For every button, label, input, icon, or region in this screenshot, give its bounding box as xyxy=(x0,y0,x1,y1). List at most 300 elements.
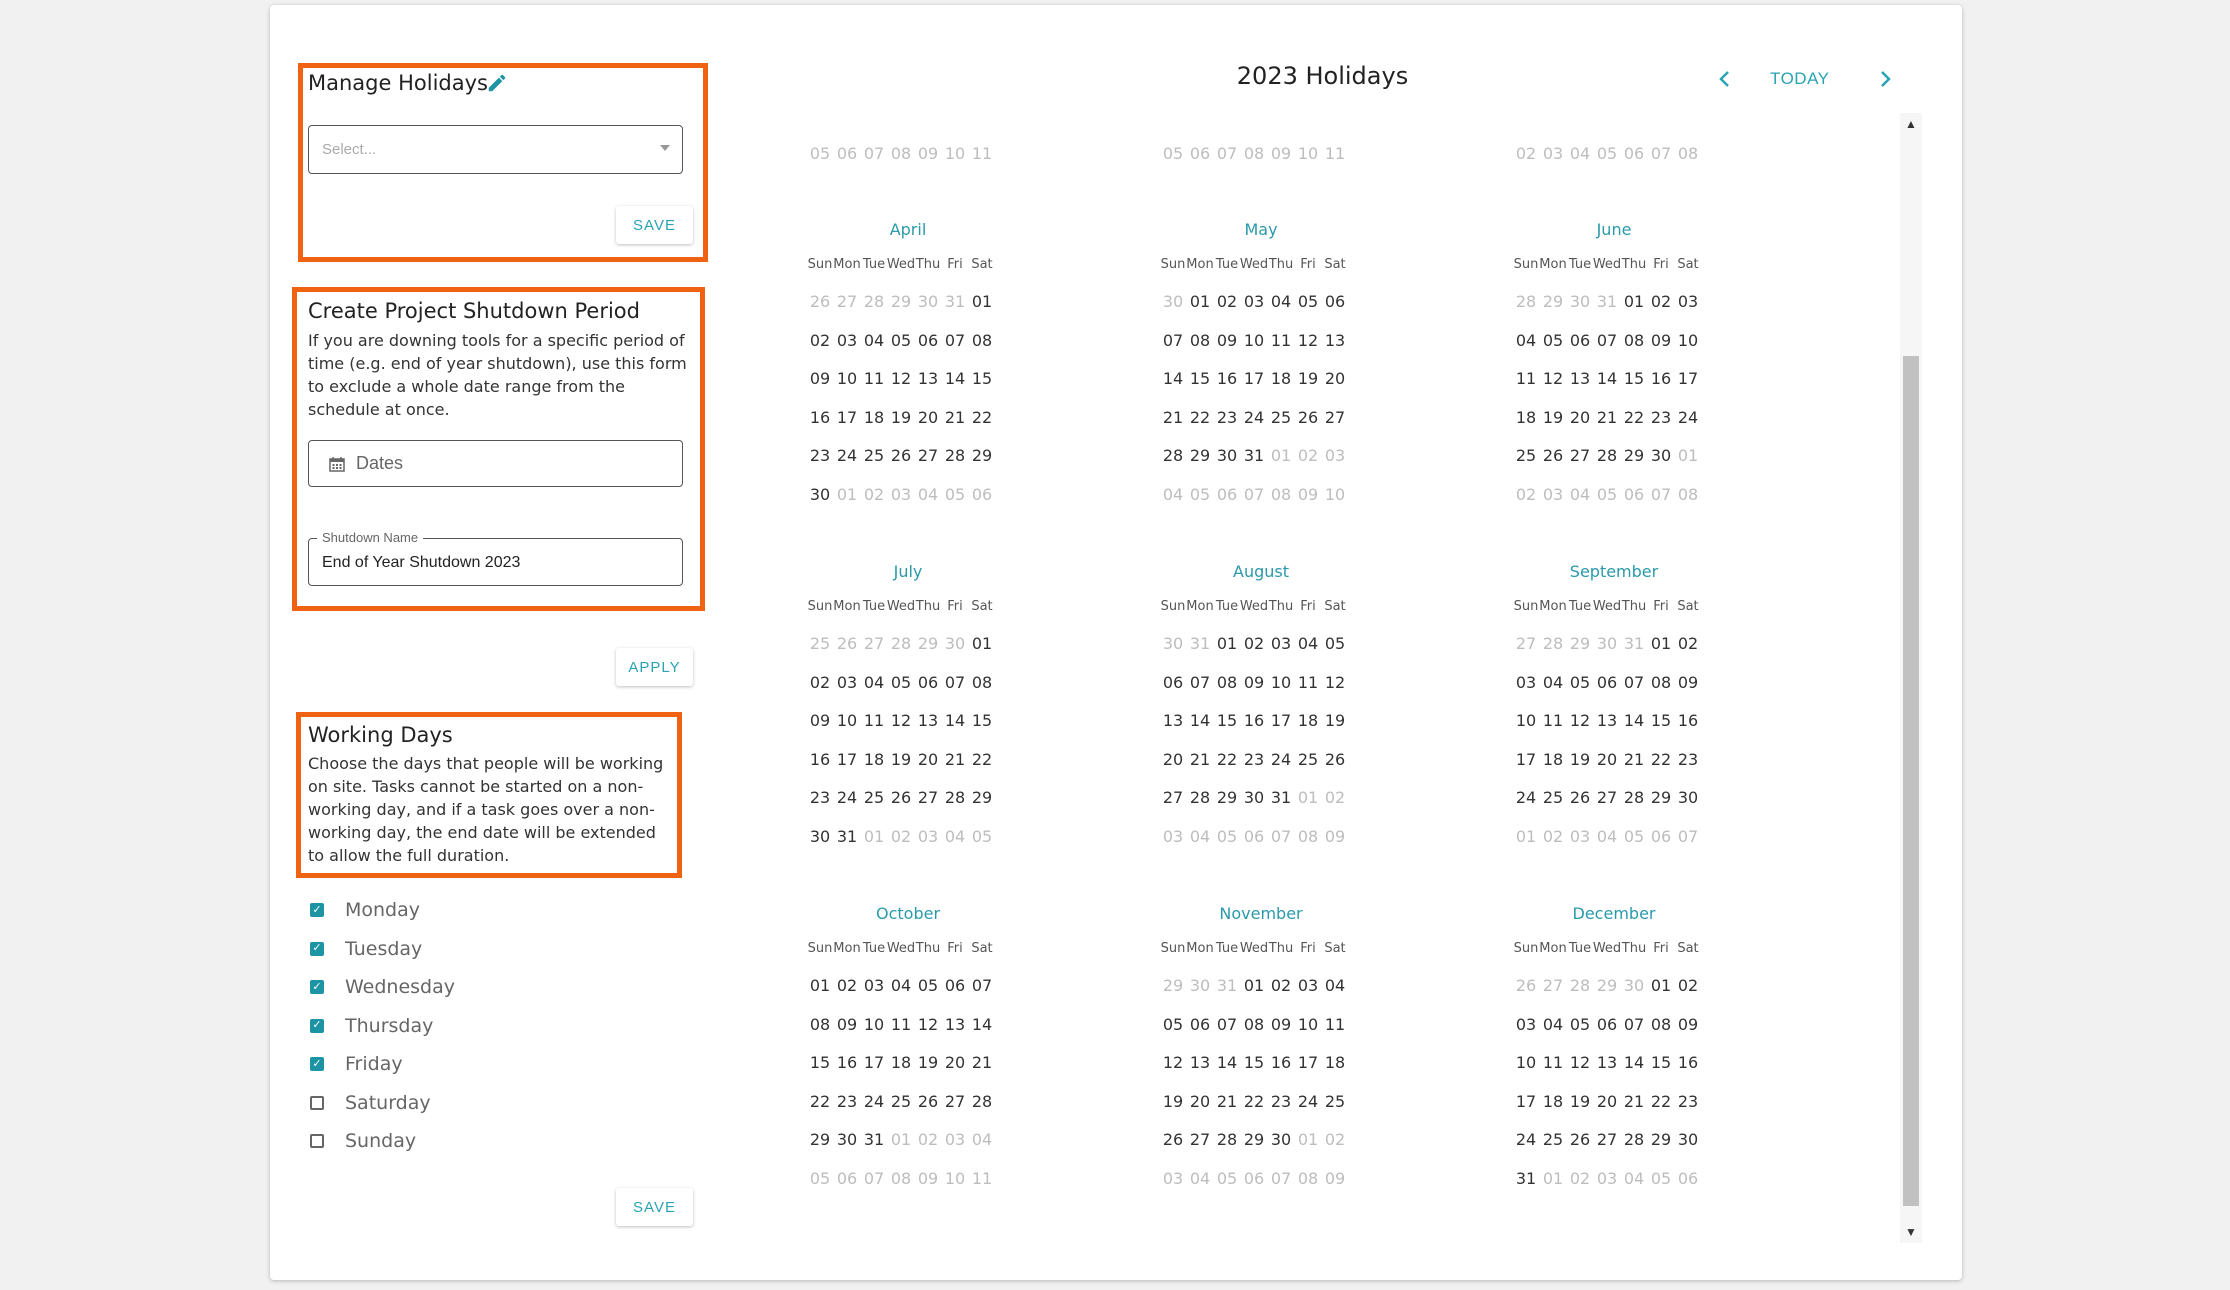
calendar-day[interactable]: 25 xyxy=(1324,1091,1346,1111)
calendar-day[interactable]: 20 xyxy=(917,749,939,769)
calendar-day[interactable]: 28 xyxy=(1623,1130,1645,1149)
calendar-day[interactable]: 29 xyxy=(1596,976,1618,995)
calendar-day[interactable]: 30 xyxy=(1569,292,1591,311)
calendar-day[interactable]: 21 xyxy=(944,407,966,427)
calendar-day[interactable]: 02 xyxy=(1542,826,1564,846)
calendar-day[interactable]: 05 xyxy=(1162,1014,1184,1034)
scroll-up-icon[interactable]: ▲ xyxy=(1905,117,1917,131)
calendar-day[interactable]: 23 xyxy=(1650,407,1672,427)
calendar-day[interactable]: 16 xyxy=(809,749,831,769)
calendar-day[interactable]: 28 xyxy=(1542,634,1564,653)
calendar-day[interactable]: 17 xyxy=(836,749,858,769)
calendar-day[interactable]: 20 xyxy=(944,1053,966,1072)
calendar-day[interactable]: 26 xyxy=(809,292,831,311)
calendar-day[interactable]: 23 xyxy=(836,1091,858,1111)
calendar-day[interactable]: 29 xyxy=(1650,1130,1672,1149)
calendar-day[interactable]: 18 xyxy=(890,1053,912,1072)
calendar-day[interactable]: 11 xyxy=(971,1168,993,1188)
calendar-day[interactable]: 30 xyxy=(1243,788,1265,807)
chevron-right-icon[interactable] xyxy=(1878,62,1892,104)
calendar-day[interactable]: 28 xyxy=(1596,446,1618,465)
calendar-day[interactable]: 19 xyxy=(1569,1091,1591,1111)
calendar-day[interactable]: 12 xyxy=(1324,672,1346,692)
calendar-day[interactable]: 05 xyxy=(809,1168,831,1188)
calendar-day[interactable]: 10 xyxy=(1515,711,1537,730)
save-holidays-button[interactable]: SAVE xyxy=(616,206,693,244)
calendar-day[interactable]: 08 xyxy=(1650,672,1672,692)
calendar-day[interactable]: 05 xyxy=(1569,672,1591,692)
calendar-day[interactable]: 06 xyxy=(1243,826,1265,846)
calendar-day[interactable]: 14 xyxy=(1189,711,1211,730)
calendar-day[interactable]: 08 xyxy=(971,330,993,350)
calendar-day[interactable]: 06 xyxy=(917,672,939,692)
calendar-day[interactable]: 14 xyxy=(944,369,966,388)
calendar-day[interactable]: 23 xyxy=(1216,407,1238,427)
calendar-day[interactable]: 18 xyxy=(863,749,885,769)
calendar-day[interactable]: 25 xyxy=(863,788,885,807)
calendar-day[interactable]: 07 xyxy=(1162,330,1184,350)
calendar-day[interactable]: 02 xyxy=(1515,484,1537,504)
calendar-day[interactable]: 28 xyxy=(890,634,912,653)
calendar-day[interactable]: 07 xyxy=(1216,1014,1238,1034)
calendar-day[interactable]: 25 xyxy=(890,1091,912,1111)
calendar-day[interactable]: 16 xyxy=(1677,1053,1699,1072)
calendar-day[interactable]: 09 xyxy=(1270,1014,1292,1034)
calendar-day[interactable]: 08 xyxy=(890,144,912,163)
calendar-day[interactable]: 27 xyxy=(1596,1130,1618,1149)
calendar-day[interactable]: 15 xyxy=(1189,369,1211,388)
calendar-day[interactable]: 18 xyxy=(1297,711,1319,730)
calendar-day[interactable]: 24 xyxy=(836,446,858,465)
apply-button[interactable]: APPLY xyxy=(616,648,693,686)
calendar-day[interactable]: 07 xyxy=(863,144,885,163)
calendar-day[interactable]: 06 xyxy=(1324,292,1346,311)
calendar-day[interactable]: 06 xyxy=(836,144,858,163)
calendar-day[interactable]: 30 xyxy=(1270,1130,1292,1149)
working-day-tuesday[interactable] xyxy=(310,934,422,964)
calendar-day[interactable]: 11 xyxy=(1542,711,1564,730)
calendar-day[interactable]: 27 xyxy=(1162,788,1184,807)
calendar-day[interactable]: 08 xyxy=(1243,1014,1265,1034)
calendar-day[interactable]: 11 xyxy=(863,711,885,730)
calendar-day[interactable]: 05 xyxy=(1542,330,1564,350)
calendar-day[interactable]: 30 xyxy=(944,634,966,653)
calendar-day[interactable]: 18 xyxy=(1515,407,1537,427)
calendar-day[interactable]: 16 xyxy=(1270,1053,1292,1072)
calendar-day[interactable]: 01 xyxy=(1297,1130,1319,1149)
calendar-day[interactable]: 04 xyxy=(971,1130,993,1149)
calendar-day[interactable]: 05 xyxy=(971,826,993,846)
calendar-day[interactable]: 07 xyxy=(1270,826,1292,846)
calendar-day[interactable]: 28 xyxy=(944,788,966,807)
calendar-day[interactable]: 11 xyxy=(890,1014,912,1034)
scroll-down-icon[interactable]: ▼ xyxy=(1905,1225,1917,1239)
calendar-day[interactable]: 30 xyxy=(1162,634,1184,653)
calendar-day[interactable]: 12 xyxy=(890,711,912,730)
calendar-day[interactable]: 01 xyxy=(1243,976,1265,995)
calendar-day[interactable]: 27 xyxy=(1515,634,1537,653)
calendar-day[interactable]: 14 xyxy=(1162,369,1184,388)
calendar-day[interactable]: 14 xyxy=(1623,711,1645,730)
calendar-day[interactable]: 19 xyxy=(1542,407,1564,427)
calendar-day[interactable]: 20 xyxy=(1596,1091,1618,1111)
calendar-day[interactable]: 05 xyxy=(917,976,939,995)
calendar-day[interactable]: 20 xyxy=(1162,749,1184,769)
checkbox-unchecked-icon[interactable] xyxy=(310,1096,324,1110)
calendar-day[interactable]: 12 xyxy=(917,1014,939,1034)
calendar-day[interactable]: 31 xyxy=(1515,1168,1537,1188)
calendar-day[interactable]: 04 xyxy=(1189,826,1211,846)
calendar-day[interactable]: 22 xyxy=(809,1091,831,1111)
calendar-day[interactable]: 09 xyxy=(809,711,831,730)
calendar-day[interactable]: 10 xyxy=(1677,330,1699,350)
calendar-day[interactable]: 23 xyxy=(809,788,831,807)
calendar-day[interactable]: 26 xyxy=(917,1091,939,1111)
calendar-day[interactable]: 02 xyxy=(809,672,831,692)
calendar-day[interactable]: 20 xyxy=(917,407,939,427)
calendar-day[interactable]: 12 xyxy=(1162,1053,1184,1072)
calendar-day[interactable]: 28 xyxy=(1162,446,1184,465)
calendar-day[interactable]: 03 xyxy=(1542,144,1564,163)
calendar-day[interactable]: 07 xyxy=(863,1168,885,1188)
calendar-day[interactable]: 26 xyxy=(890,446,912,465)
calendar-day[interactable]: 20 xyxy=(1596,749,1618,769)
calendar-day[interactable]: 30 xyxy=(1162,292,1184,311)
calendar-day[interactable]: 14 xyxy=(1623,1053,1645,1072)
checkbox-checked-icon[interactable]: ✓ xyxy=(310,903,324,917)
calendar-day[interactable]: 19 xyxy=(890,407,912,427)
calendar-day[interactable]: 19 xyxy=(917,1053,939,1072)
calendar-day[interactable]: 01 xyxy=(1542,1168,1564,1188)
calendar-day[interactable]: 03 xyxy=(1162,826,1184,846)
calendar-day[interactable]: 19 xyxy=(1324,711,1346,730)
calendar-day[interactable]: 07 xyxy=(1650,484,1672,504)
calendar-day[interactable]: 02 xyxy=(809,330,831,350)
calendar-day[interactable]: 10 xyxy=(1297,144,1319,163)
scrollbar[interactable] xyxy=(1900,113,1922,1243)
calendar-day[interactable]: 22 xyxy=(1189,407,1211,427)
calendar-day[interactable]: 07 xyxy=(1677,826,1699,846)
calendar-day[interactable]: 14 xyxy=(1596,369,1618,388)
checkbox-checked-icon[interactable]: ✓ xyxy=(310,1057,324,1071)
calendar-day[interactable]: 06 xyxy=(1243,1168,1265,1188)
calendar-day[interactable]: 06 xyxy=(1623,484,1645,504)
calendar-day[interactable]: 07 xyxy=(944,672,966,692)
calendar-day[interactable]: 25 xyxy=(863,446,885,465)
calendar-day[interactable]: 02 xyxy=(863,484,885,504)
calendar-day[interactable]: 16 xyxy=(1650,369,1672,388)
calendar-day[interactable]: 07 xyxy=(1216,144,1238,163)
calendar-day[interactable]: 23 xyxy=(1677,1091,1699,1111)
calendar-day[interactable]: 29 xyxy=(1216,788,1238,807)
calendar-day[interactable]: 25 xyxy=(1297,749,1319,769)
calendar-day[interactable]: 29 xyxy=(809,1130,831,1149)
calendar-day[interactable]: 31 xyxy=(836,826,858,846)
calendar-day[interactable]: 09 xyxy=(1677,672,1699,692)
calendar-day[interactable]: 10 xyxy=(1324,484,1346,504)
calendar-day[interactable]: 01 xyxy=(971,292,993,311)
calendar-day[interactable]: 02 xyxy=(890,826,912,846)
calendar-day[interactable]: 03 xyxy=(836,330,858,350)
calendar-day[interactable]: 03 xyxy=(1569,826,1591,846)
calendar-day[interactable]: 08 xyxy=(1677,484,1699,504)
calendar-day[interactable]: 31 xyxy=(944,292,966,311)
calendar-day[interactable]: 13 xyxy=(1189,1053,1211,1072)
calendar-day[interactable]: 10 xyxy=(1297,1014,1319,1034)
calendar-day[interactable]: 02 xyxy=(1650,292,1672,311)
calendar-day[interactable]: 08 xyxy=(1297,1168,1319,1188)
calendar-day[interactable]: 31 xyxy=(1189,634,1211,653)
calendar-day[interactable]: 28 xyxy=(1569,976,1591,995)
calendar-day[interactable]: 27 xyxy=(1324,407,1346,427)
calendar-day[interactable]: 09 xyxy=(836,1014,858,1034)
calendar-day[interactable]: 02 xyxy=(1677,976,1699,995)
calendar-day[interactable]: 15 xyxy=(971,369,993,388)
calendar-day[interactable]: 08 xyxy=(1297,826,1319,846)
calendar-day[interactable]: 17 xyxy=(1243,369,1265,388)
calendar-day[interactable]: 13 xyxy=(1569,369,1591,388)
calendar-day[interactable]: 24 xyxy=(1270,749,1292,769)
calendar-day[interactable]: 03 xyxy=(836,672,858,692)
calendar-day[interactable]: 03 xyxy=(1162,1168,1184,1188)
calendar-day[interactable]: 27 xyxy=(863,634,885,653)
calendar-day[interactable]: 12 xyxy=(1569,1053,1591,1072)
calendar-day[interactable]: 03 xyxy=(1515,1014,1537,1034)
calendar-day[interactable]: 27 xyxy=(1189,1130,1211,1149)
calendar-day[interactable]: 30 xyxy=(1650,446,1672,465)
calendar-day[interactable]: 19 xyxy=(1569,749,1591,769)
calendar-day[interactable]: 08 xyxy=(1270,484,1292,504)
calendar-day[interactable]: 01 xyxy=(971,634,993,653)
calendar-day[interactable]: 15 xyxy=(971,711,993,730)
calendar-day[interactable]: 03 xyxy=(890,484,912,504)
calendar-day[interactable]: 02 xyxy=(1216,292,1238,311)
calendar-day[interactable]: 07 xyxy=(971,976,993,995)
calendar-day[interactable]: 27 xyxy=(1596,788,1618,807)
calendar-day[interactable]: 18 xyxy=(863,407,885,427)
calendar-day[interactable]: 28 xyxy=(1623,788,1645,807)
calendar-day[interactable]: 26 xyxy=(1162,1130,1184,1149)
working-day-wednesday[interactable] xyxy=(310,972,455,1002)
calendar-day[interactable]: 10 xyxy=(836,711,858,730)
calendar-day[interactable]: 15 xyxy=(1623,369,1645,388)
calendar-day[interactable]: 29 xyxy=(971,788,993,807)
calendar-day[interactable]: 25 xyxy=(809,634,831,653)
calendar-day[interactable]: 26 xyxy=(836,634,858,653)
calendar-day[interactable]: 03 xyxy=(1243,292,1265,311)
calendar-day[interactable]: 22 xyxy=(971,749,993,769)
calendar-day[interactable]: 02 xyxy=(1677,634,1699,653)
calendar-day[interactable]: 17 xyxy=(1270,711,1292,730)
calendar-day[interactable]: 23 xyxy=(1243,749,1265,769)
calendar-day[interactable]: 21 xyxy=(1189,749,1211,769)
calendar-day[interactable]: 30 xyxy=(1677,1130,1699,1149)
calendar-day[interactable]: 02 xyxy=(1324,1130,1346,1149)
calendar-day[interactable]: 30 xyxy=(917,292,939,311)
calendar-day[interactable]: 15 xyxy=(1650,1053,1672,1072)
calendar-day[interactable]: 23 xyxy=(809,446,831,465)
calendar-day[interactable]: 07 xyxy=(944,330,966,350)
calendar-day[interactable]: 19 xyxy=(1162,1091,1184,1111)
checkbox-checked-icon[interactable]: ✓ xyxy=(310,1019,324,1033)
calendar-day[interactable]: 04 xyxy=(944,826,966,846)
calendar-day[interactable]: 09 xyxy=(1650,330,1672,350)
calendar-day[interactable]: 04 xyxy=(917,484,939,504)
calendar-day[interactable]: 22 xyxy=(971,407,993,427)
calendar-day[interactable]: 05 xyxy=(1216,1168,1238,1188)
calendar-day[interactable]: 02 xyxy=(836,976,858,995)
calendar-day[interactable]: 03 xyxy=(1542,484,1564,504)
calendar-day[interactable]: 18 xyxy=(1542,1091,1564,1111)
calendar-day[interactable]: 12 xyxy=(890,369,912,388)
calendar-day[interactable]: 30 xyxy=(836,1130,858,1149)
calendar-day[interactable]: 30 xyxy=(1189,976,1211,995)
calendar-day[interactable]: 27 xyxy=(917,788,939,807)
calendar-day[interactable]: 02 xyxy=(1243,634,1265,653)
calendar-day[interactable]: 11 xyxy=(1324,1014,1346,1034)
calendar-day[interactable]: 06 xyxy=(1677,1168,1699,1188)
calendar-day[interactable]: 06 xyxy=(1189,1014,1211,1034)
checkbox-checked-icon[interactable]: ✓ xyxy=(310,980,324,994)
calendar-day[interactable]: 26 xyxy=(1569,788,1591,807)
calendar-day[interactable]: 31 xyxy=(1216,976,1238,995)
calendar-day[interactable]: 21 xyxy=(1596,407,1618,427)
calendar-day[interactable]: 09 xyxy=(917,144,939,163)
calendar-day[interactable]: 01 xyxy=(809,976,831,995)
calendar-day[interactable]: 03 xyxy=(1270,634,1292,653)
calendar-day[interactable]: 10 xyxy=(944,144,966,163)
calendar-day[interactable]: 05 xyxy=(1297,292,1319,311)
calendar-day[interactable]: 06 xyxy=(1650,826,1672,846)
calendar-scroll-area[interactable] xyxy=(800,113,1900,1243)
calendar-day[interactable]: 16 xyxy=(836,1053,858,1072)
calendar-day[interactable]: 20 xyxy=(1569,407,1591,427)
calendar-day[interactable]: 01 xyxy=(1650,976,1672,995)
calendar-day[interactable]: 03 xyxy=(1297,976,1319,995)
calendar-day[interactable]: 27 xyxy=(1542,976,1564,995)
calendar-day[interactable]: 13 xyxy=(917,369,939,388)
calendar-day[interactable]: 29 xyxy=(1243,1130,1265,1149)
calendar-day[interactable]: 05 xyxy=(890,330,912,350)
calendar-day[interactable]: 06 xyxy=(917,330,939,350)
calendar-day[interactable]: 05 xyxy=(1162,144,1184,163)
calendar-day[interactable]: 01 xyxy=(1677,446,1699,465)
calendar-day[interactable]: 01 xyxy=(890,1130,912,1149)
calendar-day[interactable]: 14 xyxy=(971,1014,993,1034)
calendar-day[interactable]: 16 xyxy=(1243,711,1265,730)
calendar-day[interactable]: 19 xyxy=(890,749,912,769)
calendar-day[interactable]: 01 xyxy=(1623,292,1645,311)
calendar-day[interactable]: 15 xyxy=(1243,1053,1265,1072)
calendar-day[interactable]: 31 xyxy=(863,1130,885,1149)
calendar-day[interactable]: 29 xyxy=(890,292,912,311)
calendar-day[interactable]: 01 xyxy=(1297,788,1319,807)
calendar-day[interactable]: 08 xyxy=(1189,330,1211,350)
calendar-day[interactable]: 06 xyxy=(1596,1014,1618,1034)
working-day-thursday[interactable] xyxy=(310,1011,433,1041)
calendar-day[interactable]: 06 xyxy=(1569,330,1591,350)
calendar-day[interactable]: 04 xyxy=(863,330,885,350)
calendar-day[interactable]: 26 xyxy=(1324,749,1346,769)
calendar-day[interactable]: 28 xyxy=(1189,788,1211,807)
calendar-day[interactable]: 03 xyxy=(944,1130,966,1149)
calendar-day[interactable]: 08 xyxy=(890,1168,912,1188)
calendar-day[interactable]: 16 xyxy=(809,407,831,427)
calendar-day[interactable]: 26 xyxy=(1542,446,1564,465)
dates-field[interactable] xyxy=(308,440,683,487)
calendar-day[interactable]: 13 xyxy=(1596,1053,1618,1072)
calendar-day[interactable]: 02 xyxy=(1324,788,1346,807)
calendar-day[interactable]: 25 xyxy=(1542,788,1564,807)
calendar-day[interactable]: 07 xyxy=(1650,144,1672,163)
calendar-day[interactable]: 04 xyxy=(1515,330,1537,350)
working-day-saturday[interactable] xyxy=(310,1088,431,1118)
calendar-day[interactable]: 07 xyxy=(1623,1014,1645,1034)
calendar-day[interactable]: 22 xyxy=(1650,1091,1672,1111)
calendar-day[interactable]: 08 xyxy=(1623,330,1645,350)
calendar-day[interactable]: 08 xyxy=(971,672,993,692)
calendar-day[interactable]: 07 xyxy=(1596,330,1618,350)
calendar-day[interactable]: 24 xyxy=(836,788,858,807)
calendar-day[interactable]: 10 xyxy=(944,1168,966,1188)
calendar-day[interactable]: 26 xyxy=(890,788,912,807)
calendar-day[interactable]: 12 xyxy=(1569,711,1591,730)
calendar-day[interactable]: 05 xyxy=(1569,1014,1591,1034)
calendar-day[interactable]: 30 xyxy=(809,484,831,504)
calendar-day[interactable]: 03 xyxy=(1596,1168,1618,1188)
calendar-day[interactable]: 27 xyxy=(917,446,939,465)
calendar-day[interactable]: 27 xyxy=(836,292,858,311)
calendar-day[interactable]: 28 xyxy=(944,446,966,465)
calendar-day[interactable]: 04 xyxy=(1297,634,1319,653)
calendar-day[interactable]: 18 xyxy=(1542,749,1564,769)
calendar-day[interactable]: 29 xyxy=(1542,292,1564,311)
calendar-day[interactable]: 03 xyxy=(863,976,885,995)
calendar-day[interactable]: 24 xyxy=(1515,788,1537,807)
scrollbar-thumb[interactable] xyxy=(1903,356,1919,1206)
calendar-day[interactable]: 16 xyxy=(1216,369,1238,388)
save-working-days-button[interactable]: SAVE xyxy=(616,1188,693,1226)
calendar-day[interactable]: 29 xyxy=(1569,634,1591,653)
calendar-day[interactable]: 02 xyxy=(1569,1168,1591,1188)
calendar-day[interactable]: 04 xyxy=(1542,1014,1564,1034)
calendar-day[interactable]: 29 xyxy=(1189,446,1211,465)
calendar-day[interactable]: 24 xyxy=(1243,407,1265,427)
calendar-day[interactable]: 15 xyxy=(1216,711,1238,730)
calendar-day[interactable]: 14 xyxy=(944,711,966,730)
calendar-day[interactable]: 24 xyxy=(1515,1130,1537,1149)
calendar-day[interactable]: 06 xyxy=(1162,672,1184,692)
calendar-day[interactable]: 25 xyxy=(1542,1130,1564,1149)
calendar-day[interactable]: 13 xyxy=(1324,330,1346,350)
calendar-day[interactable]: 07 xyxy=(1243,484,1265,504)
calendar-day[interactable]: 05 xyxy=(1324,634,1346,653)
calendar-day[interactable]: 07 xyxy=(1270,1168,1292,1188)
calendar-day[interactable]: 28 xyxy=(971,1091,993,1111)
calendar-day[interactable]: 18 xyxy=(1324,1053,1346,1072)
calendar-day[interactable]: 09 xyxy=(1216,330,1238,350)
calendar-day[interactable]: 04 xyxy=(1623,1168,1645,1188)
calendar-day[interactable]: 01 xyxy=(1650,634,1672,653)
calendar-day[interactable]: 09 xyxy=(1243,672,1265,692)
pencil-icon[interactable] xyxy=(486,72,508,94)
holiday-select[interactable] xyxy=(308,125,683,174)
calendar-day[interactable]: 30 xyxy=(1677,788,1699,807)
calendar-day[interactable]: 03 xyxy=(1324,446,1346,465)
shutdown-name-field[interactable] xyxy=(308,530,683,586)
calendar-day[interactable]: 25 xyxy=(1515,446,1537,465)
calendar-day[interactable]: 29 xyxy=(1162,976,1184,995)
